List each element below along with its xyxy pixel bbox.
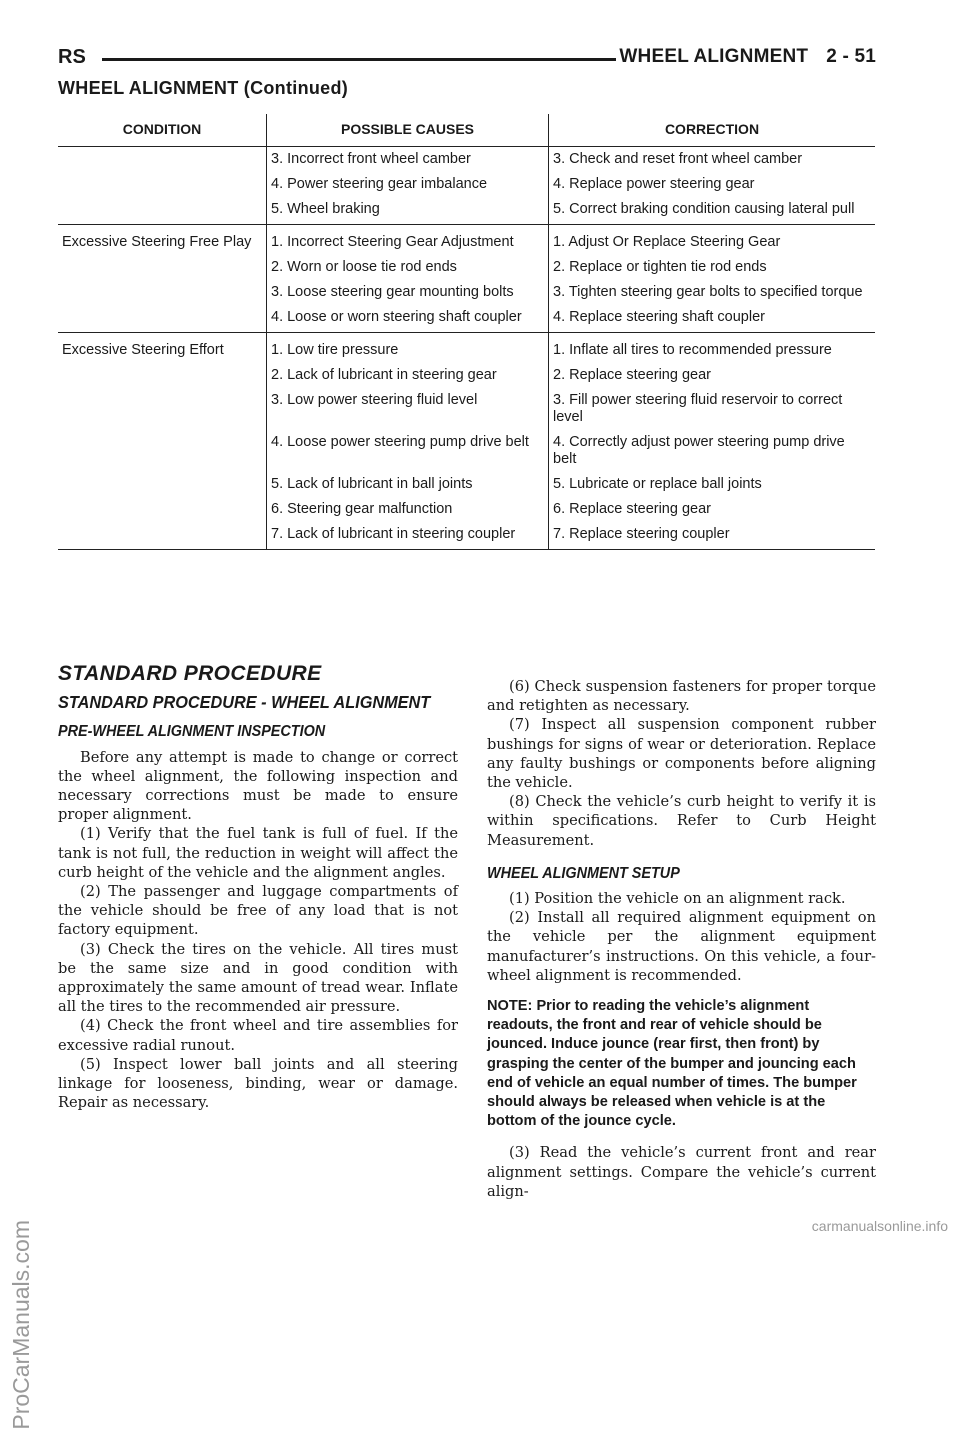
section-heading: STANDARD PROCEDURE [58, 662, 322, 685]
inspection-paragraphs-continued [487, 677, 876, 850]
cause-cell: 4. Loose or worn steering shaft coupler [267, 305, 549, 333]
inspection-heading: PRE-WHEEL ALIGNMENT INSPECTION [58, 723, 326, 741]
body-paragraph: (2) Install all required alignment equipment on the vehicle per the alignment equipment manufacturer’s instructions. On this vehicle, a four-wheel alignment is recommended. [487, 909, 876, 984]
left-column [58, 664, 458, 1112]
page-header [58, 46, 876, 74]
column-header-causes: POSSIBLE CAUSES [267, 114, 549, 147]
table-row [58, 388, 875, 430]
header-section-title: WHEEL ALIGNMENT [619, 46, 809, 67]
condition-cell [58, 197, 267, 225]
condition-cell [58, 472, 267, 497]
table-row [58, 497, 875, 522]
condition-cell [58, 363, 267, 388]
body-paragraph: (1) Verify that the fuel tank is full of fuel. If the tank is not full, the reduction in weight will affect the curb height of the vehicle and the alignment angles. [58, 825, 458, 881]
cause-cell: 1. Incorrect Steering Gear Adjustment [267, 225, 549, 256]
inspection-paragraphs [58, 748, 458, 1113]
correction-cell: 5. Correct braking condition causing lateral pull [549, 197, 876, 225]
table-row [58, 255, 875, 280]
table-row [58, 172, 875, 197]
condition-cell [58, 430, 267, 472]
column-header-condition: CONDITION [58, 114, 267, 147]
body-paragraph: (7) Inspect all suspension component rubber bushings for signs of wear or deterioration. Replace any faulty bushings or components before aligning the vehicle. [487, 716, 876, 792]
condition-cell [58, 172, 267, 197]
column-header-correction: CORRECTION [549, 114, 876, 147]
body-paragraph: (2) The passenger and luggage compartments of the vehicle should be free of any load that is not factory equipment. [58, 883, 458, 939]
table-row [58, 472, 875, 497]
condition-cell: Excessive Steering Effort [58, 333, 267, 364]
table-row [58, 225, 875, 256]
correction-cell: 3. Fill power steering fluid reservoir to correct level [553, 392, 843, 425]
setup-paragraphs [487, 889, 876, 985]
body-paragraph: (5) Inspect lower ball joints and all steering linkage for looseness, binding, wear or damage. Repair as necessary. [58, 1055, 458, 1112]
header-right [601, 46, 876, 68]
correction-cell: 2. Replace or tighten tie rod ends [553, 259, 767, 275]
correction-cell: 1. Adjust Or Replace Steering Gear [553, 234, 781, 250]
correction-cell: 4. Replace steering shaft coupler [549, 305, 876, 333]
cause-cell: 4. Loose power steering pump drive belt [267, 430, 549, 472]
header-rule [102, 58, 616, 61]
condition-cell [58, 255, 267, 280]
body-paragraph: (4) Check the front wheel and tire assemblies for excessive radial runout. [58, 1017, 458, 1054]
condition-cell [58, 147, 267, 173]
table-row [58, 363, 875, 388]
table-header-row [58, 114, 875, 147]
correction-cell: 3. Tighten steering gear bolts to specified torque [553, 284, 863, 300]
cause-cell: 7. Lack of lubricant in steering coupler [267, 522, 549, 550]
cause-cell: 3. Low power steering fluid level [267, 388, 549, 430]
cause-cell: 1. Low tire pressure [267, 333, 549, 364]
cause-cell: 5. Wheel braking [267, 197, 549, 225]
diagnosis-table [58, 114, 875, 550]
setup-heading: WHEEL ALIGNMENT SETUP [487, 864, 680, 882]
table-row [58, 305, 875, 333]
table-row [58, 333, 875, 364]
setup-paragraph-last: (3) Read the vehicle’s current front and rear alignment settings. Compare the vehicle’s current align- [487, 1144, 876, 1200]
correction-cell: 6. Replace steering gear [553, 501, 711, 517]
footer-link[interactable]: carmanualsonline.info [811, 1218, 948, 1234]
correction-cell: 4. Replace power steering gear [553, 176, 755, 192]
jounce-note: NOTE: Prior to reading the vehicle’s alignment readouts, the front and rear of vehicle should be jounced. Induce jounce (rear first, then front) by grasping the center of the bumper and jouncing each end of vehicle an equal number of times. The bumper should always be released when vehicle is at the bottom of the jounce cycle. [487, 998, 857, 1130]
table-body [58, 147, 875, 550]
right-column [487, 677, 876, 1201]
table-row [58, 147, 875, 173]
correction-cell: 1. Inflate all tires to recommended pressure [553, 342, 832, 358]
table-row [58, 197, 875, 225]
header-page-number: 2 - 51 [826, 46, 876, 67]
cause-cell: 5. Lack of lubricant in ball joints [267, 472, 549, 497]
condition-cell: Excessive Steering Free Play [58, 225, 267, 256]
cause-cell: 6. Steering gear malfunction [267, 497, 549, 522]
watermark [0, 740, 40, 1430]
body-paragraph: (6) Check suspension fasteners for proper torque and retighten as necessary. [487, 678, 876, 715]
condition-cell [58, 305, 267, 333]
condition-cell [58, 497, 267, 522]
cause-cell: 2. Lack of lubricant in steering gear [267, 363, 549, 388]
condition-cell [58, 388, 267, 430]
table-row [58, 430, 875, 472]
correction-cell: 7. Replace steering coupler [549, 522, 876, 550]
header-model-code: RS [58, 46, 86, 68]
cause-cell: 3. Incorrect front wheel camber [267, 147, 549, 173]
body-paragraph: (1) Position the vehicle on an alignment rack. [509, 890, 846, 908]
cause-cell: 3. Loose steering gear mounting bolts [267, 280, 549, 305]
body-paragraph: Before any attempt is made to change or correct the wheel alignment, the following inspection and necessary corrections must be made to ensure proper alignment. [58, 748, 458, 824]
correction-cell: 4. Correctly adjust power steering pump drive belt [553, 434, 845, 467]
body-paragraph: (3) Check the tires on the vehicle. All tires must be the same size and in good condition with approximately the same amount of tread wear. Inflate all the tires to the recommended air pressure. [58, 940, 458, 1016]
condition-cell [58, 522, 267, 550]
correction-cell: 3. Check and reset front wheel camber [553, 151, 803, 167]
table-row [58, 280, 875, 305]
correction-cell: 5. Lubricate or replace ball joints [553, 476, 762, 492]
watermark-text: ProCarManuals.com [8, 1220, 34, 1430]
cause-cell: 4. Power steering gear imbalance [267, 172, 549, 197]
continued-title: WHEEL ALIGNMENT (Continued) [58, 78, 349, 98]
subsection-heading: STANDARD PROCEDURE - WHEEL ALIGNMENT [58, 692, 431, 713]
cause-cell: 2. Worn or loose tie rod ends [267, 255, 549, 280]
correction-cell: 2. Replace steering gear [553, 367, 711, 383]
condition-cell [58, 280, 267, 305]
table-row [58, 522, 875, 550]
body-paragraph: (8) Check the vehicle’s curb height to verify it is within specifications. Refer to Curb Height Measurement. [487, 793, 876, 849]
